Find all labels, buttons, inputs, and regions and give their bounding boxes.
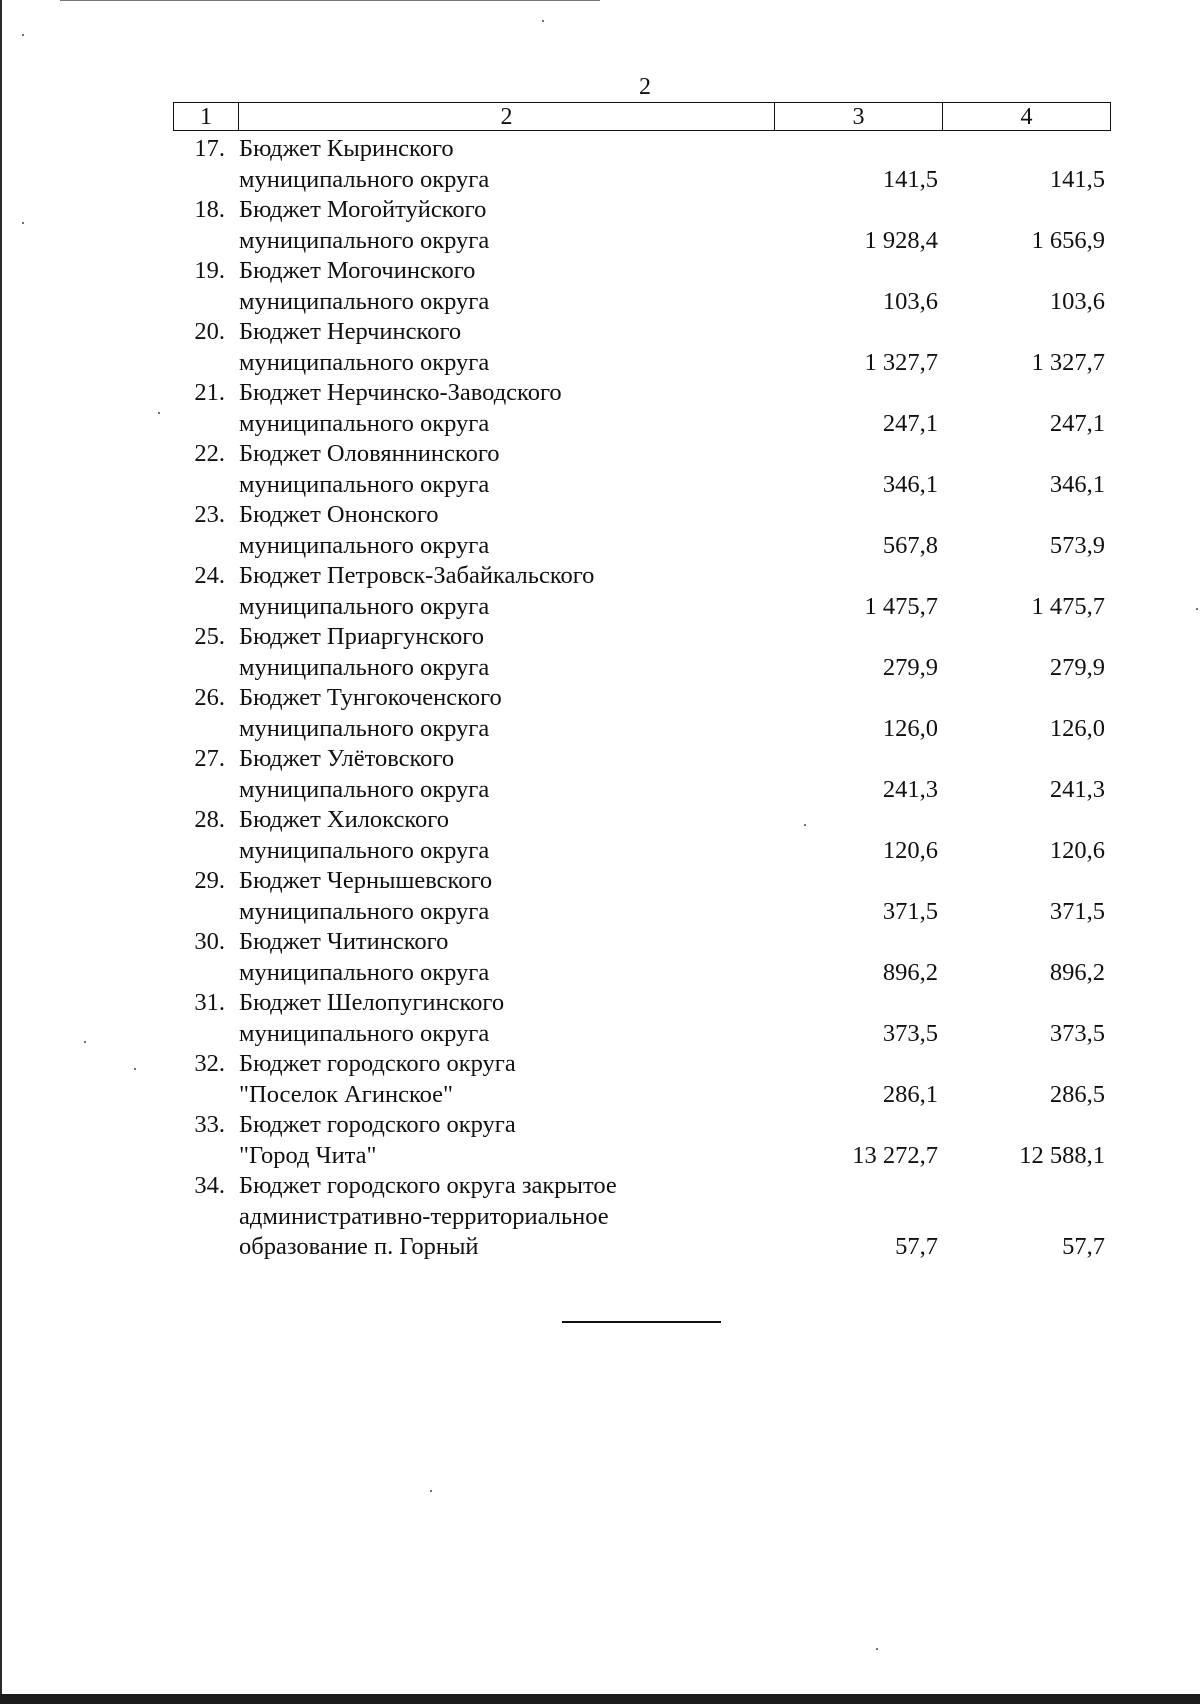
row-name-line: Бюджет Приаргунского <box>239 623 484 650</box>
table-row <box>0 195 1200 256</box>
row-name-line: муниципального округа <box>239 836 490 864</box>
column-header-1: 1 <box>174 103 239 131</box>
table-row <box>0 683 1200 744</box>
value-column-4: 12 588,1 <box>1019 1141 1105 1169</box>
row-name-line: Бюджет Шелопугинского <box>239 989 505 1016</box>
value-column-4: 373,5 <box>1049 1019 1105 1047</box>
row-name-line: Бюджет Улётовского <box>239 745 455 772</box>
row-name-line: административно-территориальное <box>239 1202 609 1230</box>
value-column-3: 371,5 <box>882 897 938 925</box>
value-column-3: 141,5 <box>882 165 938 193</box>
row-name-line: муниципального округа <box>239 653 490 681</box>
value-column-3: 247,1 <box>882 409 938 437</box>
row-name-line: Бюджет Чернышевского <box>239 867 493 894</box>
row-name-line: муниципального округа <box>239 409 490 437</box>
value-column-3: 286,1 <box>882 1080 938 1108</box>
scan-border-top <box>60 0 600 1</box>
value-column-4: 896,2 <box>1049 958 1105 986</box>
value-column-3: 1 928,4 <box>864 226 938 254</box>
row-name-line: Бюджет Нерчинско-Заводского <box>239 379 562 406</box>
value-column-4: 1 327,7 <box>1031 348 1105 376</box>
row-name-line: Бюджет городского округа <box>239 1050 516 1077</box>
value-column-4: 103,6 <box>1049 287 1105 315</box>
value-column-3: 13 272,7 <box>852 1141 938 1169</box>
row-number: 34. <box>194 1172 225 1199</box>
value-column-4: 1 475,7 <box>1031 592 1105 620</box>
row-name-line: Бюджет городского округа <box>239 1111 516 1138</box>
value-column-3: 120,6 <box>882 836 938 864</box>
scan-speck <box>542 20 544 22</box>
row-number: 26. <box>194 684 225 711</box>
scan-speck <box>22 34 24 36</box>
table-row <box>0 1171 1200 1263</box>
row-number: 33. <box>194 1111 225 1138</box>
value-column-4: 120,6 <box>1049 836 1105 864</box>
row-name-line: муниципального округа <box>239 775 490 803</box>
value-column-4: 126,0 <box>1049 714 1105 742</box>
value-column-4: 346,1 <box>1049 470 1105 498</box>
row-number: 22. <box>194 440 225 467</box>
row-name-line: муниципального округа <box>239 470 490 498</box>
value-column-4: 371,5 <box>1049 897 1105 925</box>
row-number: 17. <box>194 135 225 162</box>
budget-table-body <box>0 134 1200 1263</box>
column-header-2: 2 <box>239 103 775 131</box>
row-number: 21. <box>194 379 225 406</box>
value-column-4: 241,3 <box>1049 775 1105 803</box>
table-row <box>0 134 1200 195</box>
value-column-4: 141,5 <box>1049 165 1105 193</box>
row-number: 24. <box>194 562 225 589</box>
table-row <box>0 805 1200 866</box>
row-name-line: муниципального округа <box>239 531 490 559</box>
scan-speck <box>876 1648 878 1650</box>
row-number: 18. <box>194 196 225 223</box>
value-column-3: 567,8 <box>882 531 938 559</box>
row-name-line: Бюджет городского округа закрытое <box>239 1172 617 1199</box>
value-column-3: 57,7 <box>895 1233 938 1260</box>
row-name-line: Бюджет Хилокского <box>239 806 449 833</box>
row-name-line: Бюджет Читинского <box>239 928 449 955</box>
row-name-line: муниципального округа <box>239 958 490 986</box>
row-name-line: "Город Чита" <box>239 1141 377 1169</box>
row-number: 29. <box>194 867 225 894</box>
row-name-line: муниципального округа <box>239 714 490 742</box>
row-number: 19. <box>194 257 225 284</box>
row-name-line: муниципального округа <box>239 897 490 925</box>
value-column-4: 57,7 <box>1062 1233 1105 1260</box>
table-row <box>0 1110 1200 1171</box>
row-name-line: муниципального округа <box>239 592 490 620</box>
value-column-3: 103,6 <box>882 287 938 315</box>
column-number-header <box>173 102 1111 131</box>
column-header-4: 4 <box>943 103 1111 131</box>
row-number: 23. <box>194 501 225 528</box>
table-row <box>0 744 1200 805</box>
row-name-line: образование п. Горный <box>239 1233 479 1260</box>
row-name-line: муниципального округа <box>239 1019 490 1047</box>
row-number: 30. <box>194 928 225 955</box>
row-name-line: муниципального округа <box>239 287 490 315</box>
table-row <box>0 317 1200 378</box>
row-number: 27. <box>194 745 225 772</box>
value-column-3: 1 475,7 <box>864 592 938 620</box>
row-name-line: Бюджет Тунгокоченского <box>239 684 502 711</box>
value-column-3: 896,2 <box>882 958 938 986</box>
column-header-3: 3 <box>775 103 943 131</box>
row-name-line: Бюджет Могочинского <box>239 257 476 284</box>
row-name-line: Бюджет Кыринского <box>239 135 454 162</box>
row-number: 28. <box>194 806 225 833</box>
row-name-line: "Поселок Агинское" <box>239 1080 454 1108</box>
table-row <box>0 988 1200 1049</box>
row-name-line: Бюджет Могойтуйского <box>239 196 487 223</box>
row-name-line: муниципального округа <box>239 348 490 376</box>
table-row <box>0 500 1200 561</box>
row-number: 20. <box>194 318 225 345</box>
value-column-4: 1 656,9 <box>1031 226 1105 254</box>
row-name-line: муниципального округа <box>239 165 490 193</box>
row-name-line: муниципального округа <box>239 226 490 254</box>
value-column-3: 1 327,7 <box>864 348 938 376</box>
scan-speck <box>430 1490 432 1492</box>
row-name-line: Бюджет Петровск-Забайкальского <box>239 562 595 589</box>
row-name-line: Бюджет Нерчинского <box>239 318 462 345</box>
table-row <box>0 561 1200 622</box>
row-name-line: Бюджет Оловяннинского <box>239 440 500 467</box>
value-column-4: 573,9 <box>1049 531 1105 559</box>
value-column-3: 241,3 <box>882 775 938 803</box>
row-number: 31. <box>194 989 225 1016</box>
row-number: 25. <box>194 623 225 650</box>
value-column-4: 286,5 <box>1049 1080 1105 1108</box>
table-row <box>0 256 1200 317</box>
table-row <box>0 927 1200 988</box>
value-column-4: 279,9 <box>1049 653 1105 681</box>
value-column-3: 373,5 <box>882 1019 938 1047</box>
value-column-4: 247,1 <box>1049 409 1105 437</box>
table-row <box>0 439 1200 500</box>
value-column-3: 346,1 <box>882 470 938 498</box>
end-of-table-rule <box>562 1321 721 1323</box>
page-number: 2 <box>639 74 651 100</box>
table-row <box>0 1049 1200 1110</box>
row-name-line: Бюджет Ононского <box>239 501 439 528</box>
table-row <box>0 866 1200 927</box>
table-row <box>0 622 1200 683</box>
row-number: 32. <box>194 1050 225 1077</box>
scan-border-bottom <box>0 1694 1200 1704</box>
value-column-3: 279,9 <box>882 653 938 681</box>
value-column-3: 126,0 <box>882 714 938 742</box>
table-row <box>0 378 1200 439</box>
